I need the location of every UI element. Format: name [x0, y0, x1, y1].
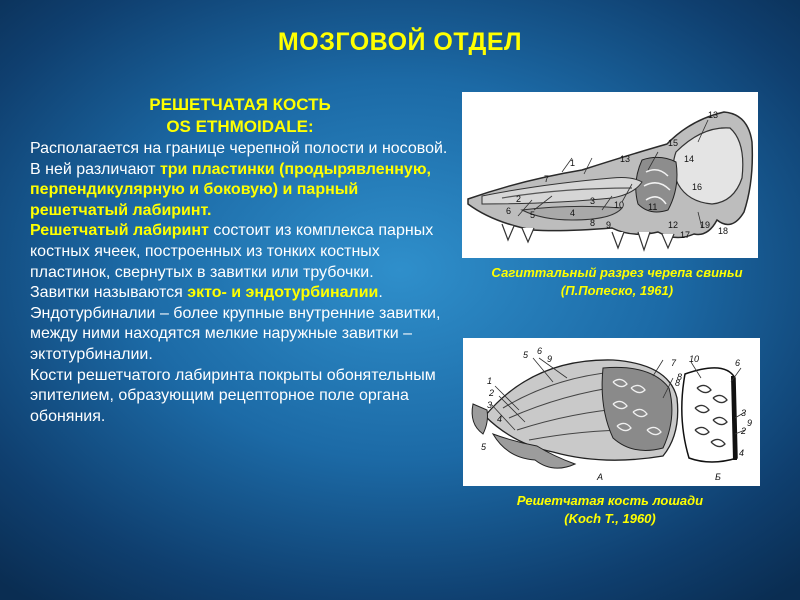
slide-title: МОЗГОВОЙ ОТДЕЛ: [277, 28, 523, 56]
label: 12: [668, 220, 679, 230]
label: 3: [487, 400, 493, 410]
labyrinth-highlight: Решетчатый лабиринт: [30, 222, 209, 240]
label: 8: [677, 372, 683, 382]
label: 10: [614, 200, 625, 210]
label: 6: [735, 358, 741, 368]
label: 19: [700, 220, 711, 230]
plates-intro: В ней различают: [30, 160, 160, 178]
pig-skull-figure: [462, 92, 758, 258]
label: 4: [570, 208, 576, 218]
turbinals-intro: Завитки называются: [30, 284, 188, 302]
label: 9: [747, 418, 753, 428]
label: 13: [708, 110, 719, 120]
label: 5: [530, 210, 536, 220]
label: 15: [668, 138, 679, 148]
label: 7: [544, 174, 550, 184]
pig-skull-illustration: [462, 92, 758, 258]
pig-skull-caption: [462, 264, 772, 300]
label: 1: [487, 376, 493, 386]
label: 14: [684, 154, 695, 164]
subtitle-line-1: РЕШЕТЧАТАЯ КОСТЬ: [149, 95, 331, 114]
label: 5: [481, 442, 487, 452]
paragraph-epithelium: Кости решетчатого лабиринта покрыты обонятельным эпителием, образующим рецепторное поле органа обоняния.: [30, 366, 436, 425]
label: 4: [739, 448, 745, 458]
label: 6: [506, 206, 512, 216]
label: 1: [570, 158, 576, 168]
label: 7: [671, 358, 677, 368]
label: Б: [715, 472, 721, 482]
horse-ethmoid-caption: [470, 492, 750, 528]
label: А: [597, 472, 604, 482]
pig-skull-caption-line-1: Сагиттальный разрез черепа свиньи: [491, 265, 743, 280]
subtitle: [120, 94, 360, 138]
label: 2: [741, 426, 747, 436]
label: 3: [741, 408, 747, 418]
label: 3: [590, 196, 596, 206]
turbinals-text: . Эндотурбиналии – более крупные внутренние завитки, между ними находятся мелкие наружные завитки – эктотурбиналии.: [30, 284, 441, 363]
paragraph-labyrinth: [30, 221, 460, 283]
label: 13: [620, 154, 631, 164]
body-text: [30, 139, 460, 427]
paragraph-plates: [30, 160, 460, 222]
labyrinth-text: состоит из комплекса парных костных ячеек, построенных из тонких костных пластинок, свернутых в завитки или трубочки.: [30, 222, 434, 281]
horse-ethmoid-illustration: [463, 338, 760, 486]
pig-skull-caption-line-2: (П.Попеско, 1961): [560, 283, 674, 298]
label: 4: [497, 414, 503, 424]
paragraph-location: Располагается на границе черепной полости и носовой.: [30, 140, 448, 157]
horse-ethmoid-figure: [463, 338, 760, 486]
label: 5: [523, 350, 529, 360]
subtitle-line-2: OS ETHMOIDALE:: [166, 117, 314, 136]
label: 17: [680, 230, 691, 240]
horse-ethmoid-caption-line-1: Решетчатая кость лошади: [516, 493, 704, 508]
horse-ethmoid-caption-line-2: (Koch T., 1960): [564, 511, 656, 526]
label: 2: [489, 388, 495, 398]
label: 8: [675, 378, 681, 388]
turbinals-highlight: экто- и эндотурбиналии: [187, 284, 379, 302]
label: 6: [537, 346, 543, 356]
label: 9: [606, 220, 612, 230]
label: 11: [648, 202, 658, 212]
label: 10: [689, 354, 700, 364]
label: 2: [516, 194, 522, 204]
label: 18: [718, 226, 729, 236]
plates-highlight: три пластинки (продырявленную, перпендикулярную и боковую) и парный решетчатый лабиринт.: [30, 160, 431, 219]
paragraph-turbinals: [30, 283, 460, 365]
label: 16: [692, 182, 703, 192]
label: 8: [590, 218, 596, 228]
label: 9: [547, 354, 553, 364]
